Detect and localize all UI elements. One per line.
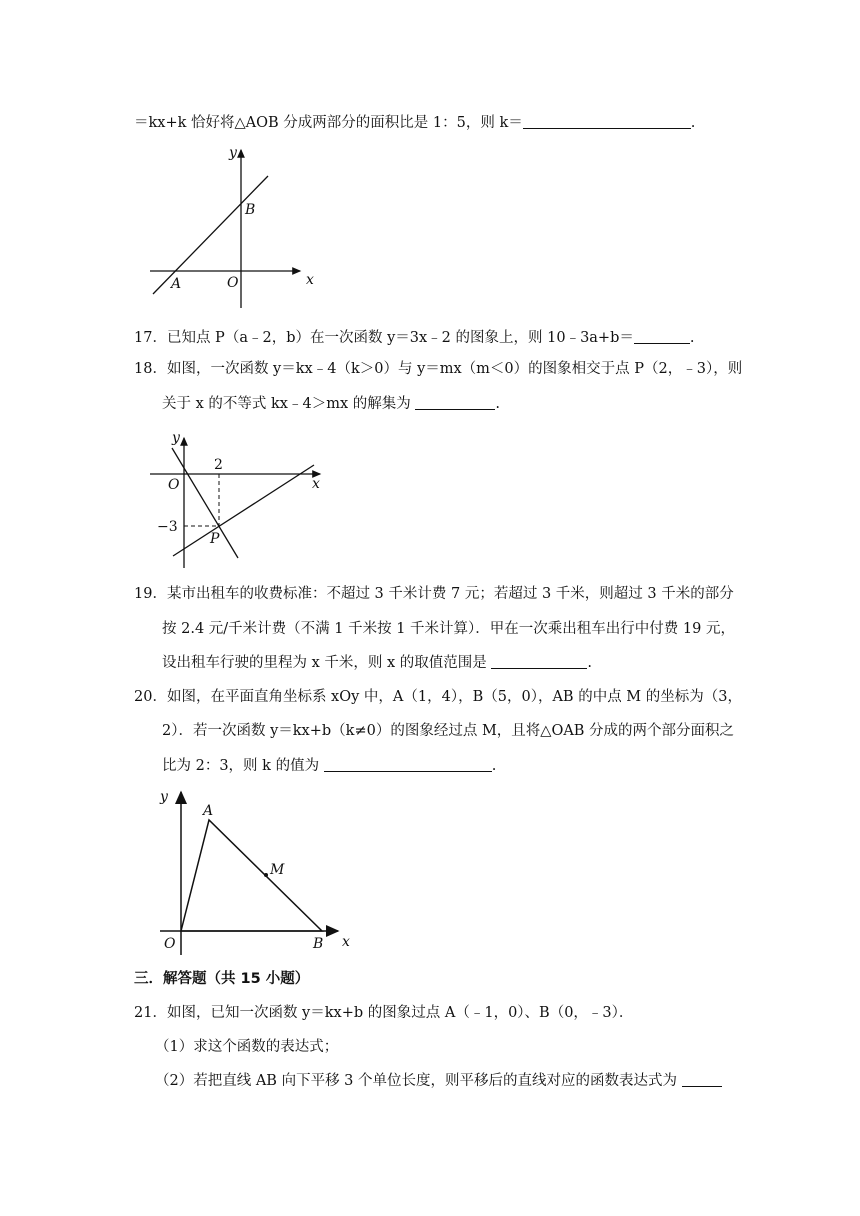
q16-text: ＝kx+k 恰好将△AOB 分成两部分的面积比是 1：5，则 k＝ bbox=[134, 115, 523, 131]
q19-text-line1: 某市出租车的收费标准：不超过 3 千米计费 7 元；若超过 3 千米，则超过 3 千米的部分 bbox=[166, 586, 734, 602]
fig20-label-B: B bbox=[313, 936, 324, 952]
section-3-title: 三．解答题（共 15 小题） bbox=[134, 971, 310, 987]
fig20-triangle-OAB bbox=[181, 820, 322, 931]
q17-text: 已知点 P（a﹣2，b）在一次函数 y＝3x﹣2 的图象上，则 10﹣3a+b＝ bbox=[166, 330, 634, 346]
q20-text-line3: 比为 2：3，则 k 的值为 bbox=[162, 758, 324, 774]
fig18-tick-2: 2 bbox=[214, 457, 223, 473]
q21-answer-blank bbox=[682, 1071, 722, 1087]
fig20-point-M bbox=[264, 873, 268, 877]
q18-end: . bbox=[495, 396, 500, 412]
fig20-label-O: O bbox=[164, 936, 176, 952]
q21-part1-text: （1）求这个函数的表达式； bbox=[155, 1039, 339, 1055]
q16-end: . bbox=[690, 115, 696, 131]
fig20-label-A: A bbox=[203, 803, 214, 819]
fig16-label-x: x bbox=[306, 272, 314, 288]
fig18-label-P: P bbox=[210, 531, 220, 547]
q17-end: . bbox=[689, 330, 695, 346]
q17-number: 17． bbox=[134, 330, 167, 346]
q21-number: 21． bbox=[134, 1005, 167, 1021]
q21-text-line1: 如图，已知一次函数 y＝kx+b 的图象过点 A（﹣1，0）、B（0，﹣3）． bbox=[166, 1005, 634, 1021]
fig18-label-O: O bbox=[168, 477, 180, 493]
fig16-label-O: O bbox=[227, 275, 239, 291]
q20-text-line1: 如图，在平面直角坐标系 xOy 中，A（1，4），B（5，0），AB 的中点 M 的坐标为（3， bbox=[166, 689, 742, 705]
q21-part2-text: （2）若把直线 AB 向下平移 3 个单位长度，则平移后的直线对应的函数表达式为 bbox=[155, 1073, 682, 1089]
q20-number: 20． bbox=[134, 689, 167, 705]
q20-end: . bbox=[491, 758, 497, 774]
fig20-label-M: M bbox=[270, 862, 285, 878]
fig20-label-y: y bbox=[160, 789, 168, 805]
q19-text-line2: 按 2.4 元/千米计费（不满 1 千米按 1 千米计算）．甲在一次乘出租车出行中付费 19 元， bbox=[162, 621, 735, 637]
q18-number: 18． bbox=[134, 361, 167, 377]
fig18-label-x: x bbox=[312, 476, 320, 492]
q20-text-line2: 2）．若一次函数 y＝kx+b（k≠0）的图象经过点 M，且将△OAB 分成的两个部分面积之 bbox=[162, 723, 735, 739]
q19-end: . bbox=[587, 655, 593, 671]
q21-part2 bbox=[155, 1071, 722, 1091]
q21-part1 bbox=[155, 1037, 338, 1057]
fig16-label-A: A bbox=[171, 276, 182, 292]
fig16-label-B: B bbox=[245, 202, 256, 218]
q18-text-line2: 关于 x 的不等式 kx﹣4＞mx 的解集为 bbox=[162, 396, 416, 412]
fig18-tick-neg3: −3 bbox=[157, 519, 178, 535]
fig18-label-y: y bbox=[172, 430, 180, 446]
fig20-label-x: x bbox=[342, 934, 350, 950]
fig16-label-y: y bbox=[229, 145, 237, 161]
q21-line1 bbox=[134, 1003, 633, 1023]
q19-text-line3: 设出租车行驶的里程为 x 千米，则 x 的取值范围是 bbox=[162, 655, 492, 671]
q18-text-line1: 如图，一次函数 y＝kx﹣4（k＞0）与 y＝mx（m＜0）的图象相交于点 P（2，﹣3），则 bbox=[166, 361, 743, 377]
q19-number: 19． bbox=[134, 586, 167, 602]
